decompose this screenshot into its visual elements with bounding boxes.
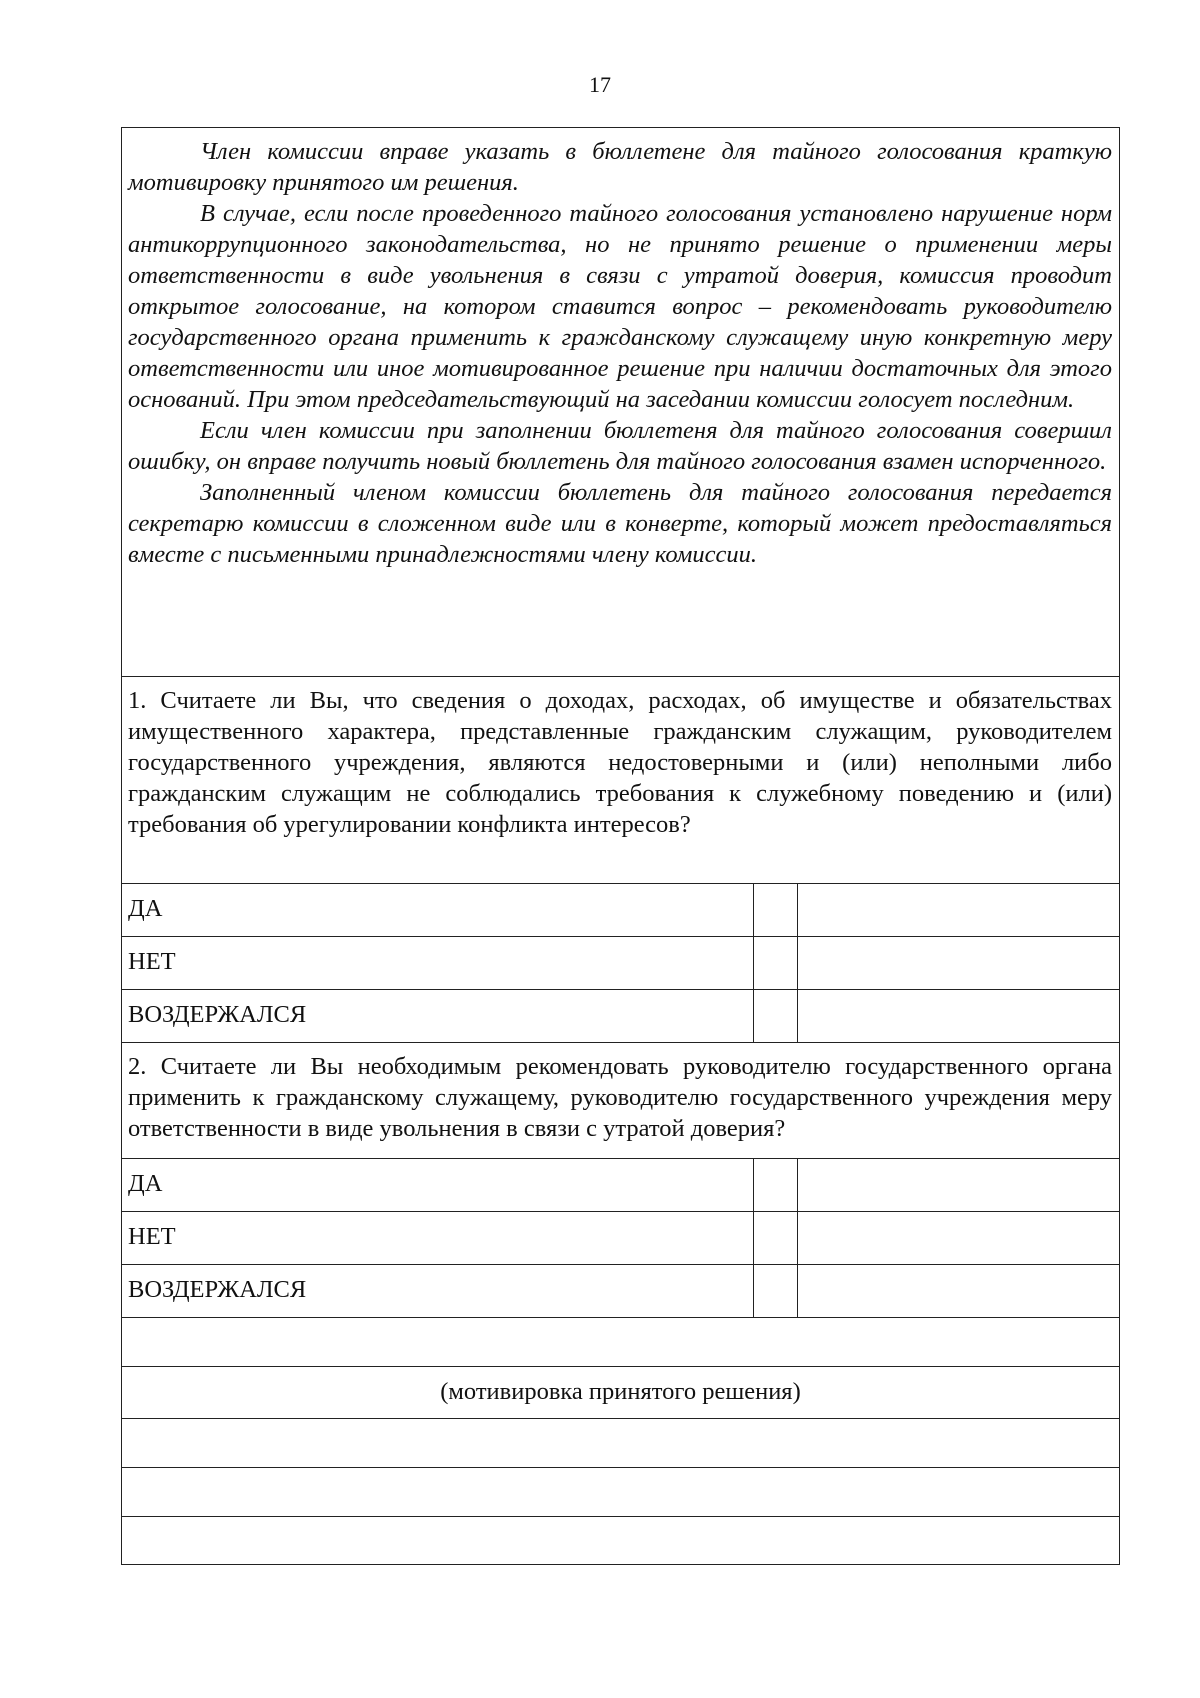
motivation-caption: (мотивировка принятого решения) <box>122 1367 1119 1419</box>
ballot-form <box>121 127 1120 1565</box>
question-2-option-yes <box>122 1159 1119 1212</box>
motivation-write-line[interactable] <box>122 1419 1119 1468</box>
vote-checkbox[interactable] <box>754 1212 798 1264</box>
motivation-write-line[interactable] <box>122 1318 1119 1367</box>
option-label: ДА <box>122 884 754 936</box>
question-1-option-yes <box>122 884 1119 937</box>
instruction-paragraph: Член комиссии вправе указать в бюллетене для тайного голосования краткую мотивировку принятого им решения. <box>128 138 1112 196</box>
question-1-option-no <box>122 937 1119 990</box>
vote-checkbox[interactable] <box>754 1159 798 1211</box>
option-blank-cell <box>798 1159 1119 1211</box>
question-2-option-no <box>122 1212 1119 1265</box>
question-2-option-abstain <box>122 1265 1119 1318</box>
question-1-text: 1. Считаете ли Вы, что сведения о доходах, расходах, об имуществе и обязательствах имущественного характера, представленные гражданским служащим, руководителем государственного учреждения, являются недостоверными и (или) неполными либо гражданским служащим не соблюдались требования к служебному поведению и (или) требования об урегулировании конфликта интересов? <box>122 677 1119 884</box>
option-blank-cell <box>798 1265 1119 1317</box>
option-label: ВОЗДЕРЖАЛСЯ <box>122 1265 754 1317</box>
option-blank-cell <box>798 884 1119 936</box>
page-number: 17 <box>589 72 611 97</box>
instruction-paragraph: Если член комиссии при заполнении бюллетеня для тайного голосования совершил ошибку, он вправе получить новый бюллетень для тайного голосования взамен испорченного. <box>128 417 1112 475</box>
option-label: НЕТ <box>122 1212 754 1264</box>
motivation-write-line[interactable] <box>122 1468 1119 1517</box>
instructions-section <box>122 128 1119 677</box>
vote-checkbox[interactable] <box>754 990 798 1042</box>
option-label: ВОЗДЕРЖАЛСЯ <box>122 990 754 1042</box>
vote-checkbox[interactable] <box>754 884 798 936</box>
option-blank-cell <box>798 1212 1119 1264</box>
option-blank-cell <box>798 990 1119 1042</box>
question-1-option-abstain <box>122 990 1119 1043</box>
motivation-write-line[interactable] <box>122 1517 1119 1564</box>
option-label: ДА <box>122 1159 754 1211</box>
option-label: НЕТ <box>122 937 754 989</box>
option-blank-cell <box>798 937 1119 989</box>
instruction-paragraph: В случае, если после проведенного тайного голосования установлено нарушение норм антикоррупционного законодательства, но не принято решение о применении меры ответственности в виде увольнения в связи с утратой доверия, комиссия проводит открытое голосование, на котором ставится вопрос – рекомендовать руководителю государственного органа применить к гражданскому служащему иную конкретную меру ответственности или иное мотивированное решение при наличии достаточных для этого оснований. При этом председательствующий на заседании комиссии голосует последним. <box>128 200 1112 413</box>
instruction-paragraph: Заполненный членом комиссии бюллетень для тайного голосования передается секретарю комиссии в сложенном виде или в конверте, который может предоставляться вместе с письменными принадлежностями члену комиссии. <box>128 479 1112 568</box>
vote-checkbox[interactable] <box>754 1265 798 1317</box>
question-2-text: 2. Считаете ли Вы необходимым рекомендовать руководителю государственного органа применить к гражданскому служащему, руководителю государственного учреждения меру ответственности в виде увольнения в связи с утратой доверия? <box>122 1043 1119 1159</box>
vote-checkbox[interactable] <box>754 937 798 989</box>
